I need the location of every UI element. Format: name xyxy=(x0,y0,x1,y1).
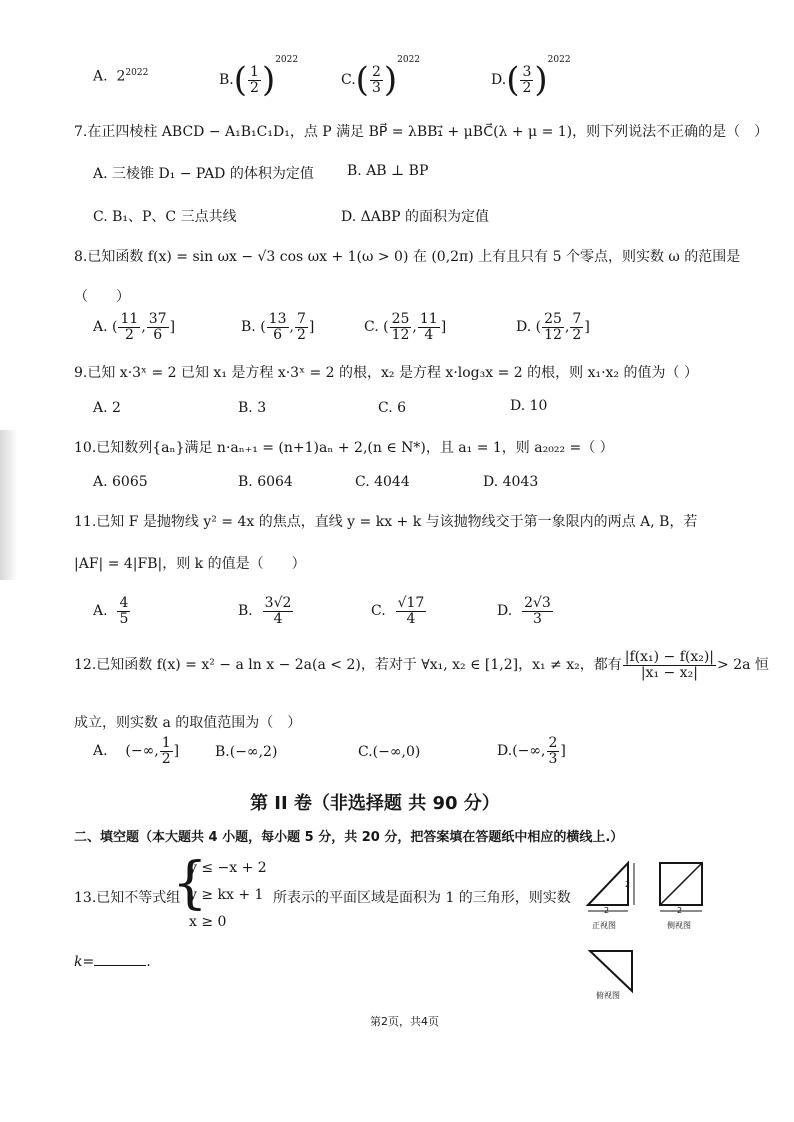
q12-stem-line2: 成立，则实数 a 的取值范围为（ ） xyxy=(74,715,302,731)
q6-option-b: B.( $\frac{1}{2}$ )$^{2022}$ xyxy=(219,55,299,100)
q13-label: 13.已知不等式组 xyxy=(74,890,181,906)
q8-option-b: B. ( $\frac{13}{6}$ , $\frac{7}{2}$ ] xyxy=(241,311,315,343)
q11-option-c: C. $\frac{√17}{4}$ xyxy=(371,595,425,627)
q12-stem-line1: 12.已知函数 f(x) = x² − a ln x − 2a(a < 2)，若对于 ∀x₁, x₂ ∈ [1,2]，x₁ ≠ x₂，都有 $\frac{\text{|f(x₁) − f(x₂)|}}{\text{|x₁ − x₂|}}$ > 2a 恒 xyxy=(74,649,769,681)
q13-answer-line: k= . xyxy=(74,954,151,970)
front-view-shape xyxy=(588,863,631,905)
q13-tail: 所表示的平面区域是面积为 1 的三角形，则实数 xyxy=(273,890,571,906)
q11-stem-line1: 11.已知 F 是抛物线 y² = 4x 的焦点，直线 y = kx + k 与该抛物线交于第一象限内的两点 A, B，若 xyxy=(74,514,698,530)
page-footer: 第2页，共4页 xyxy=(370,1015,439,1028)
q8-stem: 8.已知函数 f(x) = sin ωx − √3 cos ωx + 1(ω > 0) 在 (0,2π) 上有且只有 5 个零点，则实数 ω 的范围是 xyxy=(74,249,741,265)
q9-option-a: A. 2 xyxy=(93,400,121,416)
q13-inequality-1: y ≤ −x + 2 xyxy=(189,860,267,876)
front-view-label: 正视图 xyxy=(592,921,616,930)
q12-option-a: A. (−∞, $\frac{1}{2}$ ] xyxy=(93,735,180,767)
q6-option-c: C.( $\frac{2}{3}$ )$^{2022}$ xyxy=(341,55,421,100)
q8-option-a: A. ( $\frac{11}{2}$ , $\frac{37}{6}$ ] xyxy=(93,311,176,343)
q8-option-c: C. ( $\frac{25}{12}$ , $\frac{11}{4}$ ] xyxy=(364,311,447,343)
q10-option-a: A. 6065 xyxy=(93,474,148,490)
front-height-label: 2 xyxy=(625,880,631,889)
q13-inequality-2: y ≥ kx + 1 xyxy=(189,887,264,903)
q10-option-c: C. 4044 xyxy=(355,474,410,490)
side-view-label: 侧视图 xyxy=(667,921,691,930)
q10-option-b: B. 6064 xyxy=(238,474,293,490)
q13-brace: { xyxy=(172,851,208,916)
q6-option-d: D.( $\frac{3}{2}$ )$^{2022}$ xyxy=(491,55,571,100)
q12-option-d: D.(−∞, $\frac{2}{3}$ ] xyxy=(497,735,566,767)
q7-option-d: D. ΔABP 的面积为定值 xyxy=(341,209,490,225)
q9-stem: 9.已知 x·3ˣ = 2 已知 x₁ 是方程 x·3ˣ = 2 的根，x₂ 是方程 x·log₃x = 2 的根，则 x₁·x₂ 的值为（ ） xyxy=(74,365,698,381)
q8-paren: （ ） xyxy=(74,289,130,305)
answer-blank[interactable] xyxy=(94,953,146,966)
q8-option-d: D. ( $\frac{25}{12}$ , $\frac{7}{2}$ ] xyxy=(516,311,590,343)
q11-option-b: B. $\frac{3√2}{4}$ xyxy=(238,595,292,627)
q7-option-c: C. B₁、P、C 三点共线 xyxy=(93,209,237,225)
q10-option-d: D. 4043 xyxy=(483,474,539,490)
q7-option-b: B. AB ⊥ BP xyxy=(347,163,429,179)
q7-option-a: A. 三棱锥 D₁ − PAD 的体积为定值 xyxy=(93,166,314,182)
front-width-label: 2 xyxy=(604,906,610,915)
side-view-diagonal xyxy=(660,863,702,905)
scan-shadow xyxy=(0,430,18,580)
fill-in-section-heading: 二、填空题（本大题共 4 小题，每小题 5 分，共 20 分，把答案填在答题纸中相应的横线上.） xyxy=(74,830,624,845)
q9-option-c: C. 6 xyxy=(378,400,407,416)
part2-title: 第 II 卷（非选择题 共 90 分） xyxy=(250,793,500,814)
top-view-shape xyxy=(590,951,632,991)
q11-option-a: A. $\frac{4}{5}$ xyxy=(93,595,129,627)
q6-option-a: A. $2^{2022}$ xyxy=(93,68,149,85)
q7-stem: 7.在正四棱柱 ABCD − A₁B₁C₁D₁，点 P 满足 BP⃗ = λBB₁⃗ + μBC⃗(λ + μ = 1)，则下列说法不正确的是（ ） xyxy=(74,124,769,140)
q12-option-b: B.(−∞,2) xyxy=(215,744,278,760)
q11-stem-line2: |AF| = 4|FB|，则 k 的值是（ ） xyxy=(74,556,306,572)
top-view-label: 俯视图 xyxy=(596,991,620,1000)
q9-option-d: D. 10 xyxy=(510,398,548,414)
side-width-label: 2 xyxy=(677,906,683,915)
q10-stem: 10.已知数列{aₙ}满足 n·aₙ₊₁ = (n+1)aₙ + 2,(n ∈ N*)，且 a₁ = 1，则 a₂₀₂₂ =（ ） xyxy=(74,440,614,456)
q13-inequality-3: x ≥ 0 xyxy=(189,914,227,930)
q9-option-b: B. 3 xyxy=(238,400,267,416)
q11-option-d: D. $\frac{2√3}{3}$ xyxy=(497,595,551,627)
q12-option-c: C.(−∞,0) xyxy=(358,744,421,760)
